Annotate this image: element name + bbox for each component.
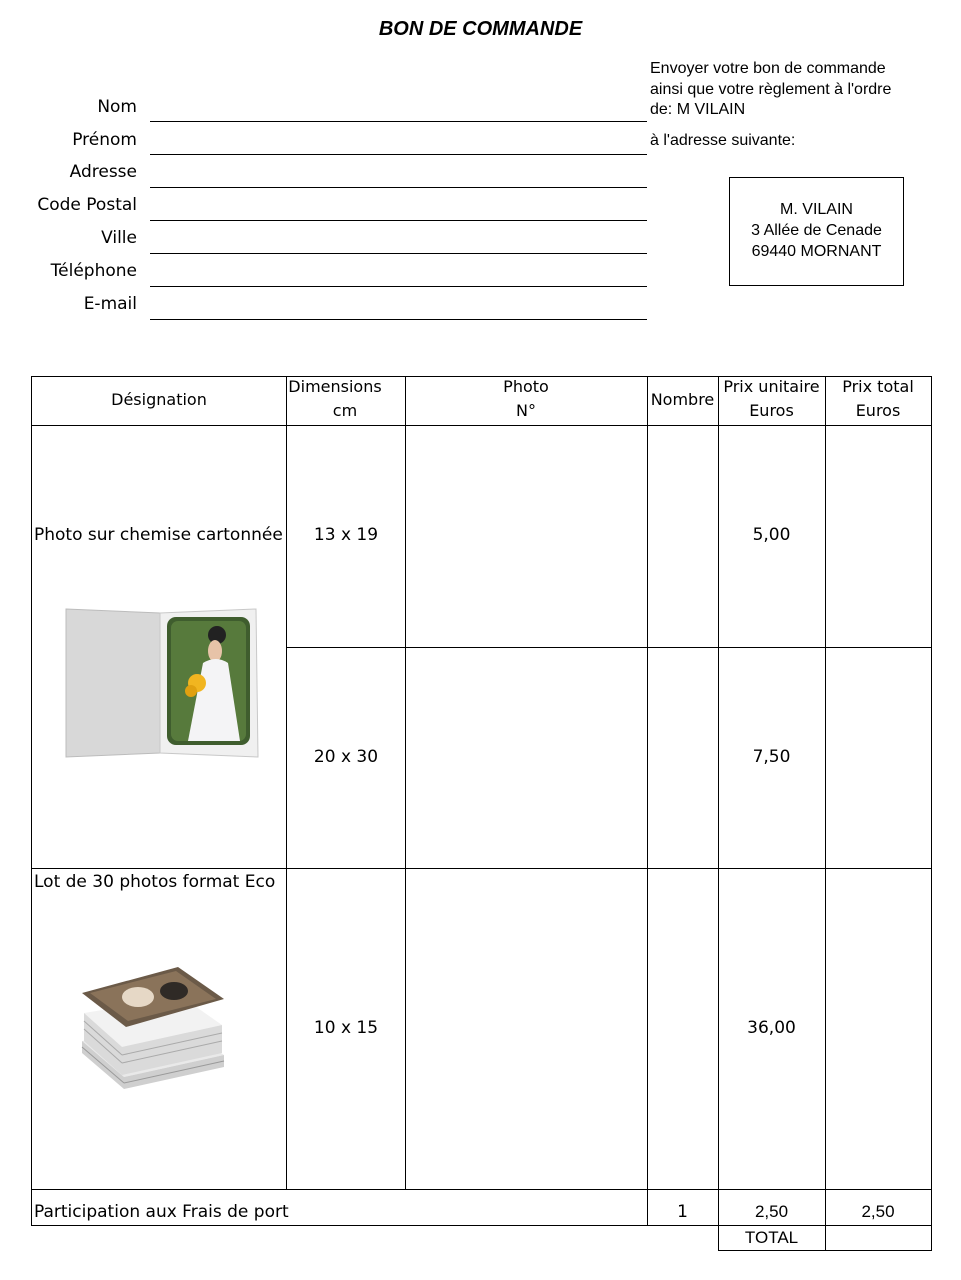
field-label-ville: Ville xyxy=(101,228,137,248)
field-label-telephone: Téléphone xyxy=(50,261,137,281)
product1-row2-nombre-cell[interactable] xyxy=(649,649,717,867)
col-divider-photo xyxy=(647,376,648,1226)
page-title: BON DE COMMANDE xyxy=(378,18,583,40)
instructions-line-1: Envoyer votre bon de commande xyxy=(650,60,886,77)
field-line-code-postal[interactable] xyxy=(150,220,647,221)
product2-designation: Lot de 30 photos format Eco xyxy=(34,872,276,892)
product1-row2-photo-cell[interactable] xyxy=(407,649,646,867)
shipping-designation: Participation aux Frais de port xyxy=(34,1202,289,1222)
field-label-nom: Nom xyxy=(97,97,137,117)
field-line-adresse[interactable] xyxy=(150,187,647,188)
table-row-divider-3 xyxy=(31,1189,932,1190)
header-prix-unitaire: Prix unitaire Euros xyxy=(723,377,820,420)
field-line-email[interactable] xyxy=(150,319,647,320)
header-prix-total: Prix total Euros xyxy=(842,377,914,420)
product1-row1-nombre-cell[interactable] xyxy=(649,427,717,646)
instructions xyxy=(650,59,950,121)
col-divider-designation xyxy=(286,376,287,1190)
product2-total-cell[interactable] xyxy=(827,870,930,1188)
product1-designation: Photo sur chemise cartonnée xyxy=(34,525,283,545)
product2-dimensions: 10 x 15 xyxy=(313,1018,379,1038)
address-box xyxy=(729,177,904,286)
field-label-email: E-mail xyxy=(83,294,137,314)
address-name: M. VILAIN xyxy=(780,201,853,218)
instructions-line-3: de: M VILAIN xyxy=(650,101,746,118)
field-line-nom[interactable] xyxy=(150,121,647,122)
header-photo: Photo N° xyxy=(503,377,549,420)
product1-row1-total-cell[interactable] xyxy=(827,427,930,646)
address-street: 3 Allée de Cenade xyxy=(751,222,882,239)
total-label: TOTAL xyxy=(744,1228,799,1247)
shipping-prix-unitaire: 2,50 xyxy=(754,1202,789,1221)
address-city: 69440 MORNANT xyxy=(751,243,882,260)
field-line-ville[interactable] xyxy=(150,253,647,254)
total-value-cell[interactable] xyxy=(827,1228,930,1249)
table-border-left xyxy=(31,376,32,1226)
product1-row1-prix-unitaire: 5,00 xyxy=(752,525,791,545)
product2-prix-unitaire: 36,00 xyxy=(747,1018,796,1038)
shipping-nombre: 1 xyxy=(677,1202,688,1222)
photo-stack-icon xyxy=(78,963,228,1095)
table-border-right xyxy=(931,376,932,1251)
header-nombre: Nombre xyxy=(650,390,715,409)
product2-photo-cell[interactable] xyxy=(407,870,646,1188)
field-label-prenom: Prénom xyxy=(72,130,137,150)
header-designation: Désignation xyxy=(111,390,207,409)
field-line-telephone[interactable] xyxy=(150,286,647,287)
product1-row2-prix-unitaire: 7,50 xyxy=(752,747,791,767)
col-divider-dimensions xyxy=(405,376,406,1190)
instructions-address-intro: à l'adresse suivante: xyxy=(650,132,796,149)
field-label-adresse: Adresse xyxy=(69,162,137,182)
field-line-prenom[interactable] xyxy=(150,154,647,155)
product1-row2-total-cell[interactable] xyxy=(827,649,930,867)
table-row-divider-2 xyxy=(31,868,932,869)
product1-row1-dimensions: 13 x 19 xyxy=(313,525,379,545)
product1-row1-photo-cell[interactable] xyxy=(407,427,646,646)
shipping-prix-total: 2,50 xyxy=(861,1202,895,1221)
table-header-bottom xyxy=(31,425,932,426)
col-divider-nombre xyxy=(718,376,719,1251)
instructions-line-2: ainsi que votre règlement à l'ordre xyxy=(650,80,892,98)
col-divider-prix-unitaire xyxy=(825,376,826,1251)
product1-row2-dimensions: 20 x 30 xyxy=(313,747,379,767)
product2-nombre-cell[interactable] xyxy=(649,870,717,1188)
photo-folder-icon xyxy=(60,603,265,763)
table-row-divider-1 xyxy=(286,647,932,648)
header-dimensions: Dimensions cm xyxy=(288,377,382,420)
table-row-divider-4 xyxy=(31,1225,932,1226)
field-label-code-postal: Code Postal xyxy=(37,195,137,215)
